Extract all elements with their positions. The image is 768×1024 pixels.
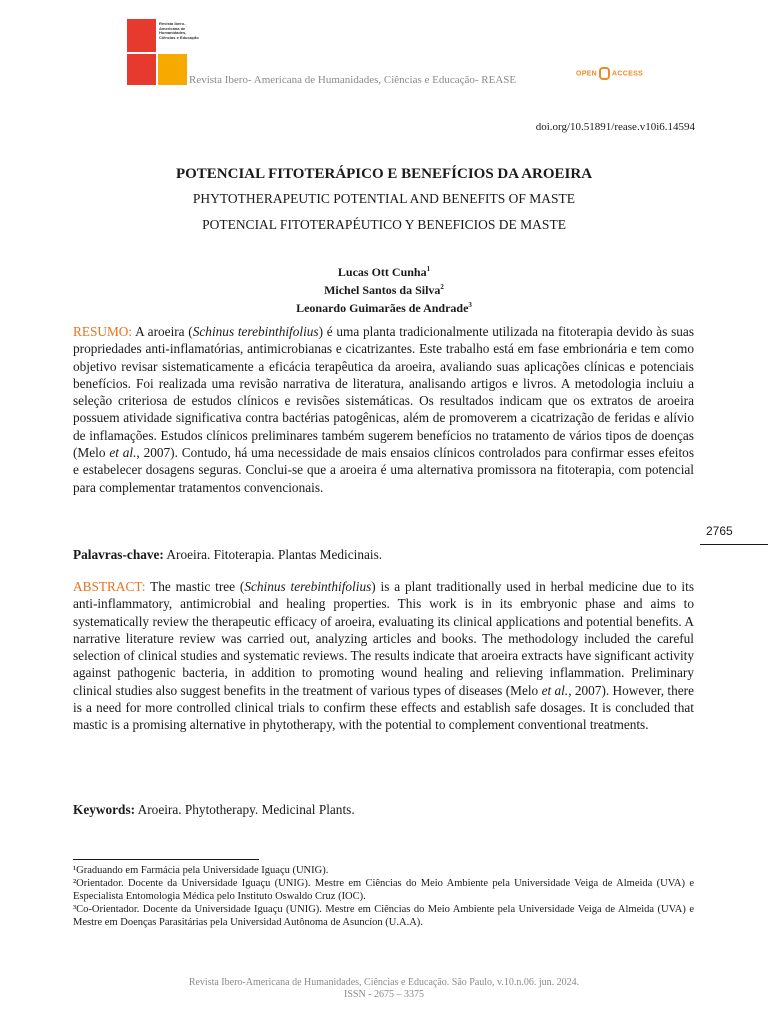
logo-red-square-bottom (127, 54, 156, 85)
palavras-chave-label: Palavras-chave: (73, 547, 164, 562)
open-access-lock-icon (599, 67, 610, 80)
title-spanish: POTENCIAL FITOTERAPÉUTICO Y BENEFICIOS DE MASTE (202, 217, 566, 232)
footnote-rule (73, 859, 259, 860)
footer-citation: Revista Ibero-Americana de Humanidades, Ciências e Educação. São Paulo, v.10.n.06. jun. 2024. (188, 977, 580, 988)
page-number-rule (700, 544, 768, 545)
logo-yellow-square (158, 54, 187, 85)
keywords-label: Keywords: (73, 802, 136, 817)
resumo-label: RESUMO: (73, 324, 133, 339)
open-access-right: ACCESS (612, 70, 644, 78)
footnote: ³Co-Orientador. Docente da Universidade Iguaçu (UNIG). Mestre em Ciências do Meio Ambiente pela Universidade Veiga de Almeida (UVA) e Mestre em Doenças Parasitárias pela Universidad Autônoma de Asuncíon (U.A.A). (73, 904, 694, 928)
open-access-left: OPEN (576, 70, 598, 78)
page-number: 2765 (706, 524, 733, 538)
footer-issn: ISSN - 2675 – 3375 (343, 989, 424, 1000)
resumo-paragraph: RESUMO: A aroeira (Schinus terebinthifolius) é uma planta tradicionalmente utilizada na fitoterapia devido às suas propriedades anti-inflamatórias, antimicrobianas e cicatrizantes. Este trabalho está em fase embrionária e tem como objetivo revisar sistematicamente a eficácia terapêutica da aroeira, avaliando suas aplicações clínicas e potenciais benefícios. Foi realizada uma revisão narrativa de literatura, analisando artigos e livros. A metodologia incluiu a seleção criteriosa de estudos clínicos e revisões sistemáticas. Os resultados indicam que os extratos de aroeira possuem atividade significativa contra bactérias patogênicas, além de promoverem a cicatrização de feridas e alívio de inflamações. Estudos clínicos preliminares também sugerem benefícios no tratamento de vários tipos de doenças (Melo et al., 2007). Contudo, há uma necessidade de mais ensaios clínicos controlados para confirmar esses efeitos e estabelecer dosagens seguras. Conclui-se que a aroeira é uma alternativa promissora na fitoterapia, com potencial para complementar tratamentos convencionais. (73, 324, 695, 495)
palavras-chave: Palavras-chave: Aroeira. Fitoterapia. Plantas Medicinais. (73, 547, 383, 562)
author-list (0, 262, 768, 316)
journal-name: Revista Ibero- Americana de Humanidades, Ciências e Educação- REASE (189, 74, 517, 86)
logo-text: Revista Ibero-Americana de Humanidades, Ciências e Educação (159, 21, 199, 40)
title-english: PHYTOTHERAPEUTIC POTENTIAL AND BENEFITS OF MASTE (192, 191, 576, 206)
abstract-label: ABSTRACT: (73, 579, 146, 594)
footnotes (73, 864, 694, 929)
keywords: Keywords: Aroeira. Phytotherapy. Medicinal Plants. (73, 802, 355, 817)
abstract-paragraph: ABSTRACT: The mastic tree (Schinus terebinthifolius) is a plant traditionally used in herbal medicine due to its anti-inflammatory, antimicrobial and healing properties. This work is in its embryonic phase and aims to systematically review the therapeutic efficacy of aroeira, evaluating its clinical applications and potential benefits. A narrative literature review was carried out, analyzing articles and books. The methodology included the careful selection of clinical studies and systematic reviews. The results indicate that aroeira extracts have significant activity against pathogenic bacteria, in addition to promoting wound healing and relieving inflammation. Preliminary clinical studies also suggest benefits in the treatment of various types of diseases (Melo et al., 2007). However, there is a need for more controlled clinical trials to confirm these effects and establish safe dosages. It is concluded that mastic is a promising alternative in phytotherapy, with the potential to complement conventional treatments. (73, 579, 694, 733)
open-access-badge (576, 67, 643, 80)
title-portuguese: POTENCIAL FITOTERÁPICO E BENEFÍCIOS DA AROEIRA (175, 166, 593, 182)
author: Lucas Ott Cunha$^1$ (337, 265, 431, 279)
footnote: ¹Graduando em Farmácia pela Universidade Iguaçu (UNIG). (73, 865, 329, 876)
logo-red-square-top (127, 19, 156, 52)
author: Michel Santos da Silva$^2$ (324, 283, 444, 297)
doi-link[interactable]: doi.org/10.51891/rease.v10i6.14594 (535, 121, 695, 133)
footnote: ²Orientador. Docente da Universidade Iguaçu (UNIG). Mestre em Ciências do Meio Ambiente pela Universidade Veiga de Almeida (UVA) e Especialista Entomologia Médica pelo Instituto Oswaldo Cruz (IOC). (73, 878, 694, 902)
author: Leonardo Guimarães de Andrade$^3$ (296, 301, 472, 315)
